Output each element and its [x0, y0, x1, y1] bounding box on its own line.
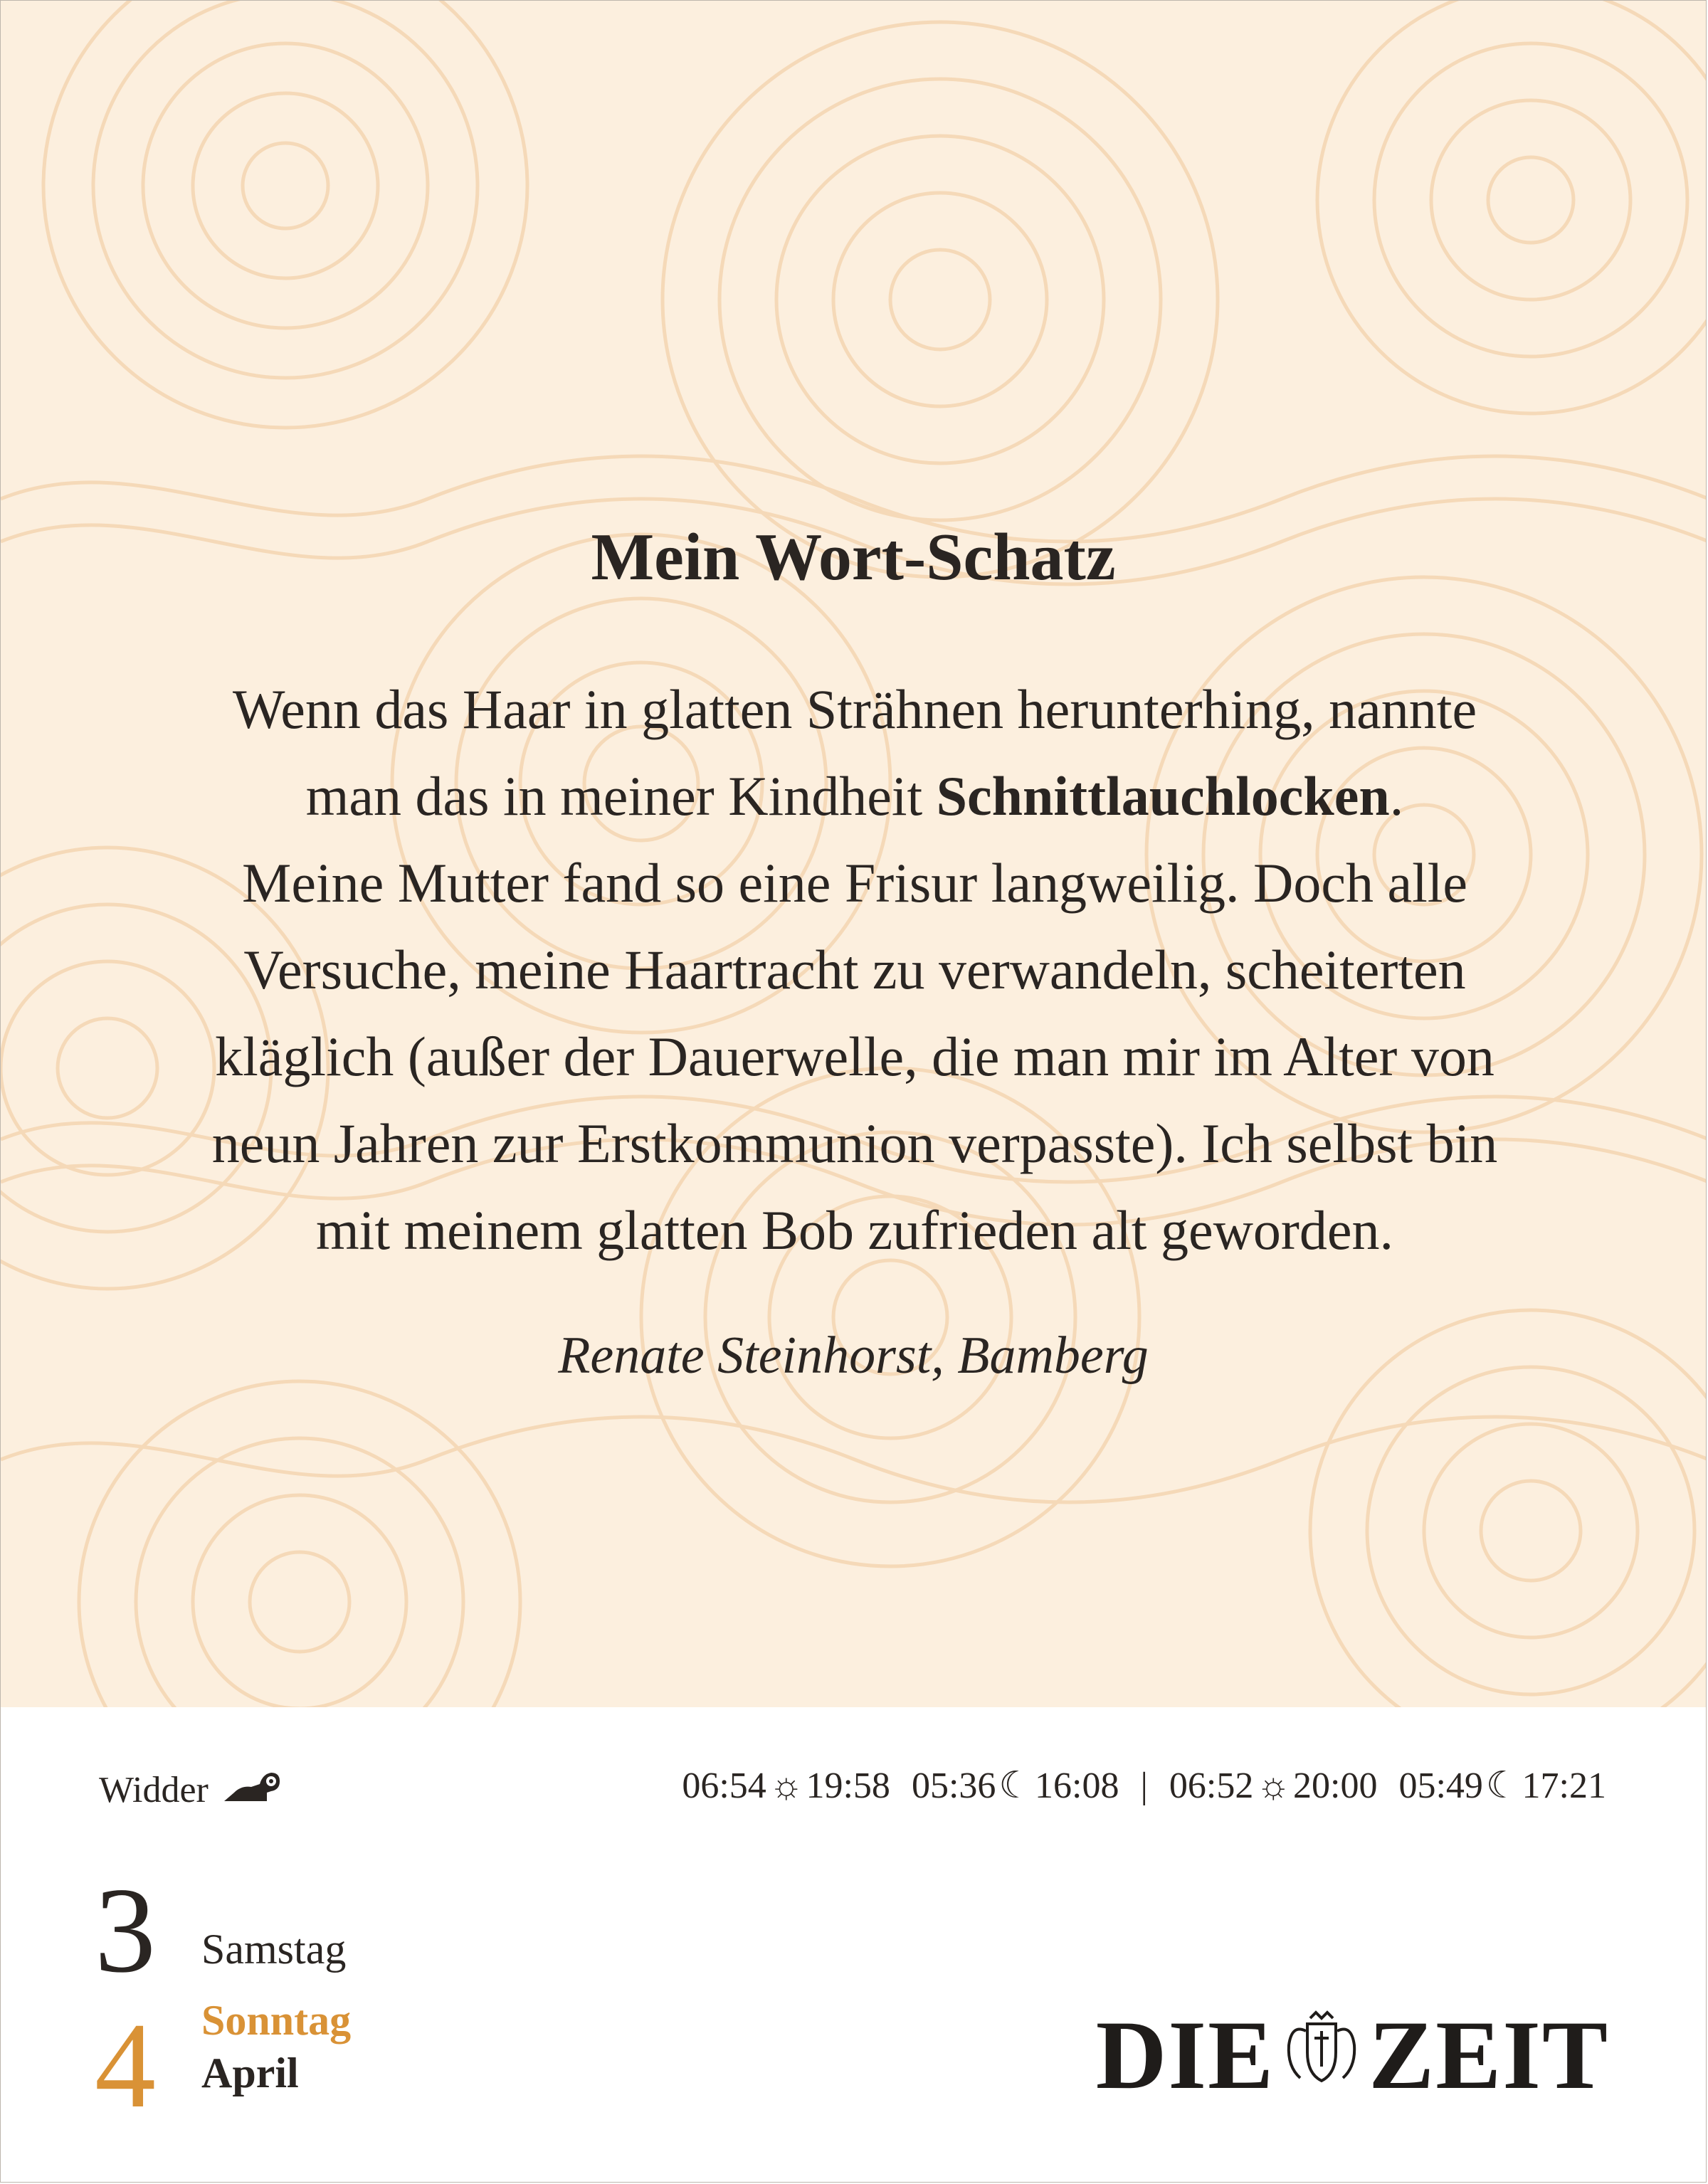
weekday-sunday: Sonntag	[201, 1997, 352, 2044]
calendar-footer	[1, 1707, 1706, 2183]
day2-sunrise: 06:52	[1169, 1765, 1254, 1806]
moon-icon: ☾	[998, 1766, 1033, 1806]
zodiac-row	[99, 1764, 281, 1816]
quote-line-text: neun Jahren zur Erstkommunion verpasste). Ich selbst bin	[211, 1112, 1498, 1174]
quote-title: Mein Wort-Schatz	[591, 520, 1116, 594]
quote-line	[86, 1100, 1623, 1187]
sun-icon: ☼	[769, 1765, 803, 1806]
quote-line-text: Meine Mutter fand so eine Frisur langweilig. Doch alle	[241, 852, 1468, 914]
day1-moonrise: 05:36	[911, 1765, 996, 1806]
day1-sunrise: 06:54	[682, 1765, 766, 1806]
quote-line-text: Versuche, meine Haartracht zu verwandeln, scheiterten	[243, 939, 1466, 1001]
month-label: April	[201, 2050, 299, 2096]
sun-moon-times	[682, 1764, 1606, 1807]
quote-line	[86, 1013, 1623, 1100]
ram-icon	[220, 1764, 281, 1816]
quote-line	[86, 753, 1623, 840]
date-number-sunday: 4	[95, 1998, 156, 2133]
quote-line-text: kläglich (außer der Dauerwelle, die man mir im Alter von	[215, 1025, 1494, 1087]
die-zeit-logo	[1095, 2000, 1609, 2109]
quote-line	[86, 1187, 1623, 1274]
weekday-saturday: Samstag	[201, 1926, 347, 1973]
quote-line-text: Wenn das Haar in glatten Strähnen herunterhing, nannte	[232, 678, 1477, 740]
moon-icon: ☾	[1485, 1766, 1519, 1806]
quote-line	[86, 927, 1623, 1013]
quote-author: Renate Steinhorst, Bamberg	[558, 1326, 1149, 1385]
logo-text-zeit: ZEIT	[1369, 2000, 1609, 2109]
day2-sunset: 20:00	[1293, 1765, 1378, 1806]
quote-line	[86, 666, 1623, 753]
highlighted-word: Schnittlauchlocken	[936, 765, 1390, 827]
quote-line-text: man das in meiner Kindheit	[305, 765, 937, 827]
day2-moonset: 17:21	[1522, 1765, 1606, 1806]
quote-line-text: .	[1389, 765, 1404, 827]
quote-line	[86, 840, 1623, 927]
day2-moonrise: 05:49	[1398, 1765, 1483, 1806]
sun-icon: ☼	[1256, 1765, 1291, 1806]
day1-sunset: 19:58	[806, 1765, 890, 1806]
logo-text-die: DIE	[1095, 2000, 1275, 2109]
zodiac-sign-label: Widder	[99, 1770, 209, 1810]
crest-icon	[1279, 2006, 1364, 2104]
quote-line-text: mit meinem glatten Bob zufrieden alt geworden.	[315, 1199, 1394, 1261]
day1-moonset: 16:08	[1035, 1765, 1119, 1806]
day-separator: |	[1140, 1765, 1148, 1806]
date-number-saturday: 3	[95, 1863, 156, 1998]
quote-body	[86, 666, 1623, 1274]
quote-panel	[1, 1, 1706, 1707]
